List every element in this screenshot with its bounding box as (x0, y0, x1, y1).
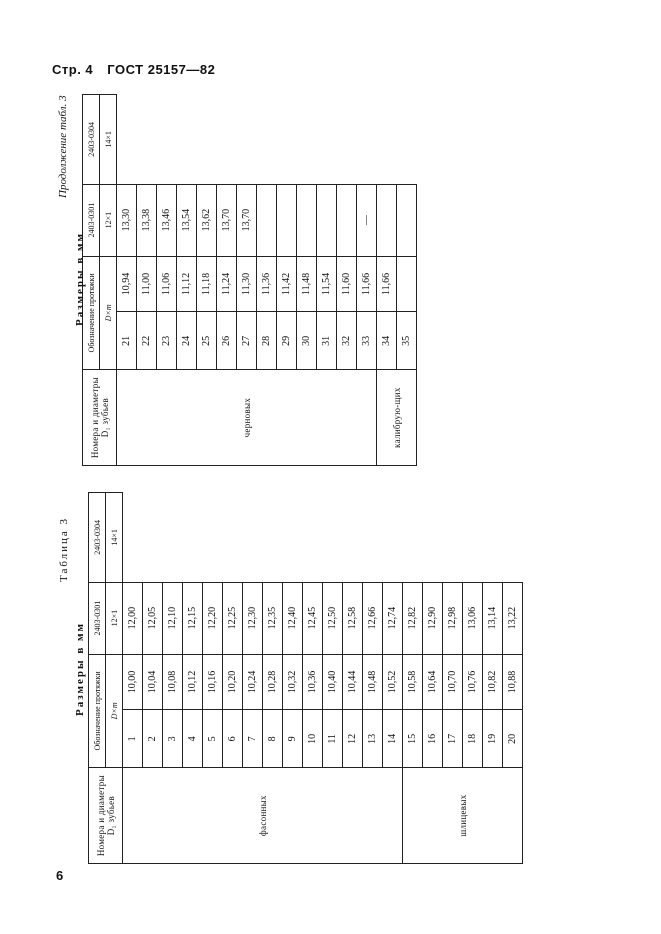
page-label: Стр. 4 (52, 62, 94, 77)
cell-2403-0301: 10,88 (503, 654, 523, 710)
cell-2403-0301: 10,76 (463, 654, 483, 710)
cell-2403-0301: 10,20 (223, 654, 243, 710)
dim-14x1: 14×1 (106, 493, 123, 583)
rows-label: Номера и диаметры D₁ зубьев (83, 370, 117, 466)
tooth-number: 25 (197, 312, 217, 370)
table-top (82, 94, 472, 466)
cell-2403-0304 (397, 184, 417, 256)
dxm-label: D×m (106, 654, 123, 768)
tooth-number: 3 (163, 710, 183, 768)
col-2403-0304: 2403-0304 (83, 95, 100, 185)
cell-2403-0304: 12,90 (423, 582, 443, 654)
cell-2403-0304: 12,10 (163, 582, 183, 654)
cell-2403-0304: 13,54 (177, 184, 197, 256)
cell-2403-0304: 12,98 (443, 582, 463, 654)
group-chernov: черновых (117, 370, 377, 466)
cell-2403-0304: 13,46 (157, 184, 177, 256)
cell-2403-0304: 12,05 (143, 582, 163, 654)
cell-2403-0304: 12,74 (383, 582, 403, 654)
page-number: 6 (56, 868, 64, 883)
cell-2403-0301: 10,00 (123, 654, 143, 710)
header-row (89, 493, 106, 864)
tooth-number: 7 (243, 710, 263, 768)
group-shlic: шлицевых (403, 768, 523, 864)
cell-2403-0301: 10,08 (163, 654, 183, 710)
dim-12x1: 12×1 (106, 582, 123, 654)
tooth-number: 13 (363, 710, 383, 768)
col-2403-0301: 2403-0301 (83, 184, 100, 256)
cell-2403-0301: 10,36 (303, 654, 323, 710)
table-row (123, 493, 143, 864)
designation-header: Обозначение протяжки (83, 256, 100, 370)
cell-2403-0301: 10,70 (443, 654, 463, 710)
tooth-number: 10 (303, 710, 323, 768)
tooth-number: 20 (503, 710, 523, 768)
cell-2403-0304: 12,58 (343, 582, 363, 654)
cell-2403-0304 (377, 184, 397, 256)
tooth-number: 9 (283, 710, 303, 768)
cell-2403-0304: 13,14 (483, 582, 503, 654)
standard-number: ГОСТ 25157—82 (107, 62, 216, 77)
tooth-number: 24 (177, 312, 197, 370)
cell-2403-0301: 11,00 (137, 256, 157, 312)
group-fason: фасонных (123, 768, 403, 864)
cell-2403-0301: 11,18 (197, 256, 217, 312)
cell-2403-0301: 11,36 (257, 256, 277, 312)
dxm-label: D×m (100, 256, 117, 370)
cell-2403-0301 (397, 256, 417, 312)
tooth-number: 15 (403, 710, 423, 768)
tooth-number: 28 (257, 312, 277, 370)
cell-2403-0304 (277, 184, 297, 256)
tooth-number: 16 (423, 710, 443, 768)
cell-2403-0304: 13,70 (237, 184, 257, 256)
col-2403-0301: 2403-0301 (89, 582, 106, 654)
cell-2403-0304: 12,45 (303, 582, 323, 654)
cell-2403-0304: 13,22 (503, 582, 523, 654)
tooth-number: 35 (397, 312, 417, 370)
cell-2403-0301: 10,40 (323, 654, 343, 710)
cell-2403-0301: 10,04 (143, 654, 163, 710)
cell-2403-0301: 10,16 (203, 654, 223, 710)
cell-2403-0301: 10,94 (117, 256, 137, 312)
group-kalibr: калибрую-щих (377, 370, 417, 466)
tooth-number: 5 (203, 710, 223, 768)
rows-label: Номера и диаметры D₁ зубьев (89, 768, 123, 864)
cell-2403-0304: 12,50 (323, 582, 343, 654)
tooth-number: 32 (337, 312, 357, 370)
cell-2403-0301: 11,48 (297, 256, 317, 312)
cell-2403-0304 (257, 184, 277, 256)
cell-2403-0301: 10,58 (403, 654, 423, 710)
designation-header: Обозначение протяжки (89, 654, 106, 768)
cell-2403-0301: 11,66 (377, 256, 397, 312)
tooth-number: 19 (483, 710, 503, 768)
tooth-number: 26 (217, 312, 237, 370)
cell-2403-0301: 10,12 (183, 654, 203, 710)
cell-2403-0304: 12,00 (123, 582, 143, 654)
col-2403-0304: 2403-0304 (89, 493, 106, 583)
cell-2403-0301: 10,24 (243, 654, 263, 710)
cell-2403-0301: 11,66 (357, 256, 377, 312)
cell-2403-0304: 13,70 (217, 184, 237, 256)
table-row (403, 493, 423, 864)
cell-2403-0301: 11,12 (177, 256, 197, 312)
tooth-number: 22 (137, 312, 157, 370)
cell-2403-0304: 12,15 (183, 582, 203, 654)
table-row (117, 95, 137, 466)
cell-2403-0301: 10,44 (343, 654, 363, 710)
cell-2403-0304: 13,62 (197, 184, 217, 256)
tooth-number: 14 (383, 710, 403, 768)
tooth-number: 6 (223, 710, 243, 768)
cell-2403-0301: 10,28 (263, 654, 283, 710)
cell-2403-0304: 12,66 (363, 582, 383, 654)
cell-2403-0301: 10,82 (483, 654, 503, 710)
cell-2403-0304: 13,38 (137, 184, 157, 256)
tooth-number: 31 (317, 312, 337, 370)
cell-2403-0301: 10,64 (423, 654, 443, 710)
tooth-number: 4 (183, 710, 203, 768)
cell-2403-0301: 11,54 (317, 256, 337, 312)
dim-12x1: 12×1 (100, 184, 117, 256)
cell-2403-0301: 11,30 (237, 256, 257, 312)
tooth-number: 12 (343, 710, 363, 768)
cell-2403-0304: 12,25 (223, 582, 243, 654)
cell-2403-0304: 12,30 (243, 582, 263, 654)
tooth-number: 30 (297, 312, 317, 370)
tooth-number: 33 (357, 312, 377, 370)
cell-2403-0301: 11,06 (157, 256, 177, 312)
tooth-number: 21 (117, 312, 137, 370)
cell-2403-0301: 10,48 (363, 654, 383, 710)
tooth-number: 34 (377, 312, 397, 370)
cell-2403-0301: 11,60 (337, 256, 357, 312)
cell-2403-0304 (337, 184, 357, 256)
tooth-number: 18 (463, 710, 483, 768)
tooth-number: 11 (323, 710, 343, 768)
cell-2403-0304: 12,82 (403, 582, 423, 654)
page-header (52, 62, 225, 77)
tooth-number: 2 (143, 710, 163, 768)
cell-2403-0304: 12,20 (203, 582, 223, 654)
tooth-number: 8 (263, 710, 283, 768)
cell-2403-0304 (297, 184, 317, 256)
cell-2403-0304: 13,06 (463, 582, 483, 654)
cell-2403-0301: 11,42 (277, 256, 297, 312)
cell-2403-0304: 12,35 (263, 582, 283, 654)
cell-2403-0304 (317, 184, 337, 256)
tooth-number: 1 (123, 710, 143, 768)
cell-2403-0304: 13,30 (117, 184, 137, 256)
cell-2403-0301: 10,32 (283, 654, 303, 710)
cell-2403-0304: 12,40 (283, 582, 303, 654)
cell-2403-0304: — (357, 184, 377, 256)
cell-2403-0301: 11,24 (217, 256, 237, 312)
tooth-number: 23 (157, 312, 177, 370)
table-bottom (88, 492, 518, 864)
dim-14x1: 14×1 (100, 95, 117, 185)
cell-2403-0301: 10,52 (383, 654, 403, 710)
tooth-number: 29 (277, 312, 297, 370)
tooth-number: 27 (237, 312, 257, 370)
table-row (377, 95, 397, 466)
tooth-number: 17 (443, 710, 463, 768)
